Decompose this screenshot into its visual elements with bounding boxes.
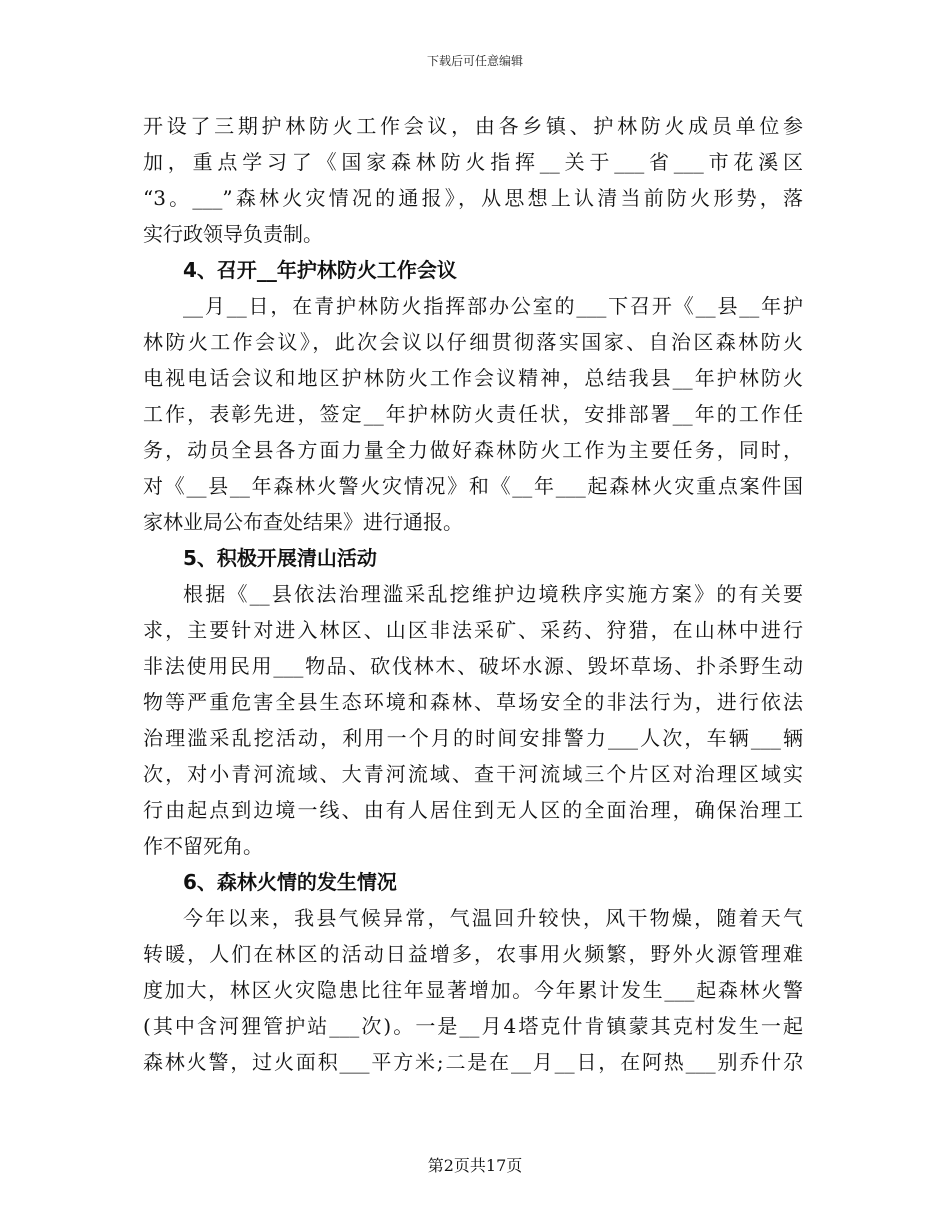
paragraph-line: 作不留死角。 (143, 834, 263, 858)
paragraph-line: 物等严重危害全县生态环境和森林、草场安全的非法行为，进行依法 (143, 690, 803, 714)
paragraph-line: 度加大，林区火灾隐患比往年显著增加。今年累计发生___起森林火警 (143, 978, 803, 1002)
paragraph-line: “3。___”森林火灾情况的通报》，从思想上认清当前防火形势，落 (143, 186, 803, 210)
paragraph-line: 林防火工作会议》，此次会议以仔细贯彻落实国家、自治区森林防火 (143, 330, 803, 354)
page-number-footer: 第2页共17页 (427, 1156, 523, 1175)
paragraph-line: 实行政领导负责制。 (143, 222, 323, 246)
paragraph-line: 开设了三期护林防火工作会议，由各乡镇、护林防火成员单位参 (143, 114, 803, 138)
section-heading: 6、森林火情的发生情况 (183, 870, 397, 894)
paragraph-line: 次，对小青河流域、大青河流域、查干河流域三个片区对治理区域实 (143, 762, 803, 786)
paragraph-line: 根据《__县依法治理滥采乱挖维护边境秩序实施方案》的有关要 (183, 582, 803, 606)
section-heading: 4、召开__年护林防火工作会议 (183, 258, 457, 282)
paragraph-line: (其中含河狸管护站___次)。一是__月4塔克什肯镇蒙其克村发生一起 (143, 1014, 803, 1038)
paragraph-line: 非法使用民用___物品、砍伐林木、破坏水源、毁坏草场、扑杀野生动 (143, 654, 803, 678)
paragraph-line: 家林业局公布查处结果》进行通报。 (143, 510, 463, 534)
section-heading: 5、积极开展清山活动 (183, 546, 377, 570)
paragraph-line: 治理滥采乱挖活动，利用一个月的时间安排警力___人次，车辆___辆 (143, 726, 803, 750)
paragraph-line: 求，主要针对进入林区、山区非法采矿、采药、狩猎，在山林中进行 (143, 618, 803, 642)
paragraph-line: 转暖，人们在林区的活动日益增多，农事用火频繁，野外火源管理难 (143, 942, 803, 966)
paragraph-line: 加，重点学习了《国家森林防火指挥__关于___省___市花溪区 (143, 150, 803, 174)
paragraph-line: __月__日，在青护林防火指挥部办公室的___下召开《__县__年护 (183, 294, 803, 318)
paragraph-line: 工作，表彰先进，签定__年护林防火责任状，安排部署__年的工作任 (143, 402, 803, 426)
page-header: 下载后可任意编辑 (426, 54, 523, 68)
paragraph-line: 森林火警，过火面积___平方米;二是在__月__日，在阿热___别乔什尕 (143, 1050, 803, 1074)
document-body (143, 108, 803, 1080)
paragraph-line: 行由起点到边境一线、由有人居住到无人区的全面治理，确保治理工 (143, 798, 803, 822)
paragraph-line: 务，动员全县各方面力量全力做好森林防火工作为主要任务，同时， (143, 438, 803, 462)
paragraph-line: 今年以来，我县气候异常，气温回升较快，风干物燥，随着天气 (183, 906, 803, 930)
paragraph-line: 电视电话会议和地区护林防火工作会议精神，总结我县__年护林防火 (143, 366, 803, 390)
paragraph-line: 对《__县__年森林火警火灾情况》和《__年___起森林火灾重点案件国 (143, 474, 803, 498)
